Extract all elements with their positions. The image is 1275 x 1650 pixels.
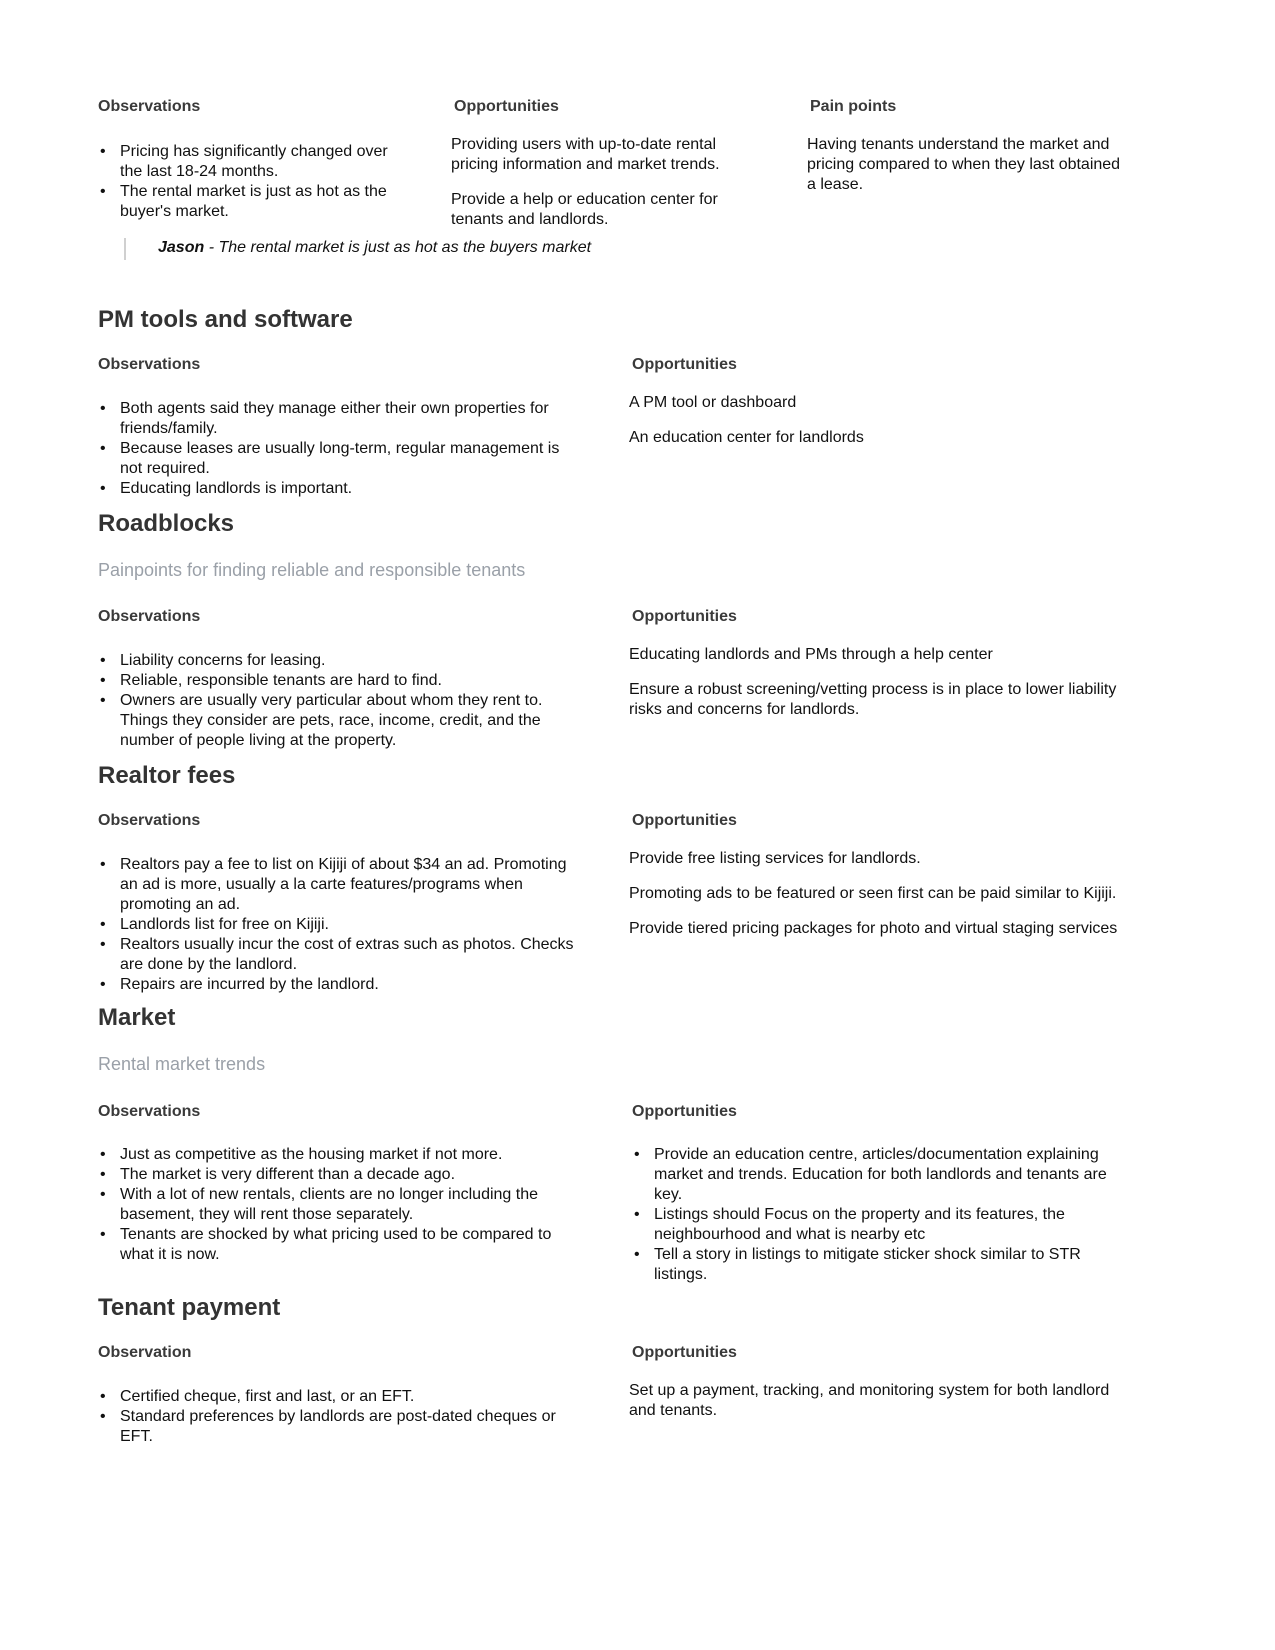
list-item: • Pricing has significantly changed over the last 18-24 months. [98,142,398,182]
list-item: • Realtors pay a fee to list on Kijiji of about $34 an ad. Promoting an ad is more, usually a la carte features/programs when promoting an ad. [98,855,578,915]
section-title-roadblocks: Roadblocks [98,510,235,537]
list-item: • Repairs are incurred by the landlord. [98,975,578,995]
observations-list [98,1387,568,1447]
pain-point-text: Having tenants understand the market and pricing compared to when they last obtained a lease. [807,136,1121,193]
opportunity-text: Providing users with up-to-date rental pricing information and market trends. [451,136,720,173]
opportunity-text: An education center for landlords [629,429,864,446]
opportunity-text: Educating landlords and PMs through a help center [629,646,993,663]
observations-list [98,855,578,995]
list-item: • Because leases are usually long-term, regular management is not required. [98,439,573,479]
section-subtitle: Painpoints for finding reliable and responsible tenants [98,560,526,580]
list-item: • Liability concerns for leasing. [98,651,563,671]
list-item: • Landlords list for free on Kijiji. [98,915,578,935]
intro-opportunities [451,135,741,245]
observations-list [98,399,573,499]
opportunities-header: Opportunities [632,608,737,625]
section-subtitle: Rental market trends [98,1054,266,1074]
intro-opportunities-header: Opportunities [454,98,559,115]
list-item: • Provide an education centre, articles/documentation explaining market and trends. Education for both landlords and tenants are key. [632,1145,1112,1205]
observations-header: Observations [98,812,201,829]
intro-pain-points-header: Pain points [810,98,897,115]
list-item: • The market is very different than a decade ago. [98,1165,568,1185]
observations-list [98,1145,568,1265]
section-title-tenant-payment: Tenant payment [98,1294,281,1321]
opportunities-list [629,393,1129,463]
opportunities-list [629,1381,1129,1436]
opportunities-list [629,849,1149,954]
list-item: • Both agents said they manage either their own properties for friends/family. [98,399,573,439]
opportunity-text: Promoting ads to be featured or seen first can be paid similar to Kijiji. [629,885,1117,902]
quote-speaker: Jason [158,239,205,256]
opportunity-text: Provide tiered pricing packages for photo and virtual staging services [629,920,1118,937]
opportunities-list [632,1145,1112,1285]
opportunities-list [629,645,1129,735]
observations-header: Observations [98,608,201,625]
list-item: • Tell a story in listings to mitigate sticker shock similar to STR listings. [632,1245,1112,1285]
intro-observations-list [98,142,398,222]
list-item: • Tenants are shocked by what pricing used to be compared to what it is now. [98,1225,568,1265]
section-title-market: Market [98,1004,176,1031]
opportunity-text: Ensure a robust screening/vetting process is in place to lower liability risks and concerns for landlords. [629,681,1117,718]
list-item: • Just as competitive as the housing market if not more. [98,1145,568,1165]
list-item: • With a lot of new rentals, clients are no longer including the basement, they will rent those separately. [98,1185,568,1225]
blockquote [124,238,758,260]
list-item: • Realtors usually incur the cost of extras such as photos. Checks are done by the landlord. [98,935,578,975]
list-item: • Owners are usually very particular about whom they rent to. Things they consider are pets, race, income, credit, and the number of people living at the property. [98,691,563,751]
list-item: • Certified cheque, first and last, or an EFT. [98,1387,568,1407]
list-item: • Standard preferences by landlords are post-dated cheques or EFT. [98,1407,568,1447]
opportunity-text: A PM tool or dashboard [629,394,797,411]
opportunity-text: Provide free listing services for landlords. [629,850,921,867]
opportunity-text: Set up a payment, tracking, and monitoring system for both landlord and tenants. [629,1382,1110,1419]
opportunities-header: Opportunities [632,1344,737,1361]
intro-observations-header: Observations [98,98,201,115]
quote-text: - The rental market is just as hot as the buyers market [204,239,592,256]
list-item: • Educating landlords is important. [98,479,573,499]
list-item: • The rental market is just as hot as the buyer's market. [98,182,398,222]
list-item: • Listings should Focus on the property and its features, the neighbourhood and what is nearby etc [632,1205,1112,1245]
list-item: • Reliable, responsible tenants are hard to find. [98,671,563,691]
observations-header: Observations [98,1103,201,1120]
intro-pain-points [807,135,1127,210]
opportunities-header: Opportunities [632,1103,737,1120]
section-title-pm-tools: PM tools and software [98,306,353,333]
opportunities-header: Opportunities [632,356,737,373]
observations-header: Observations [98,356,201,373]
observations-list [98,651,563,751]
opportunity-text: Provide a help or education center for tenants and landlords. [451,191,718,228]
section-title-realtor-fees: Realtor fees [98,762,236,789]
opportunities-header: Opportunities [632,812,737,829]
observations-header: Observation [98,1344,192,1361]
